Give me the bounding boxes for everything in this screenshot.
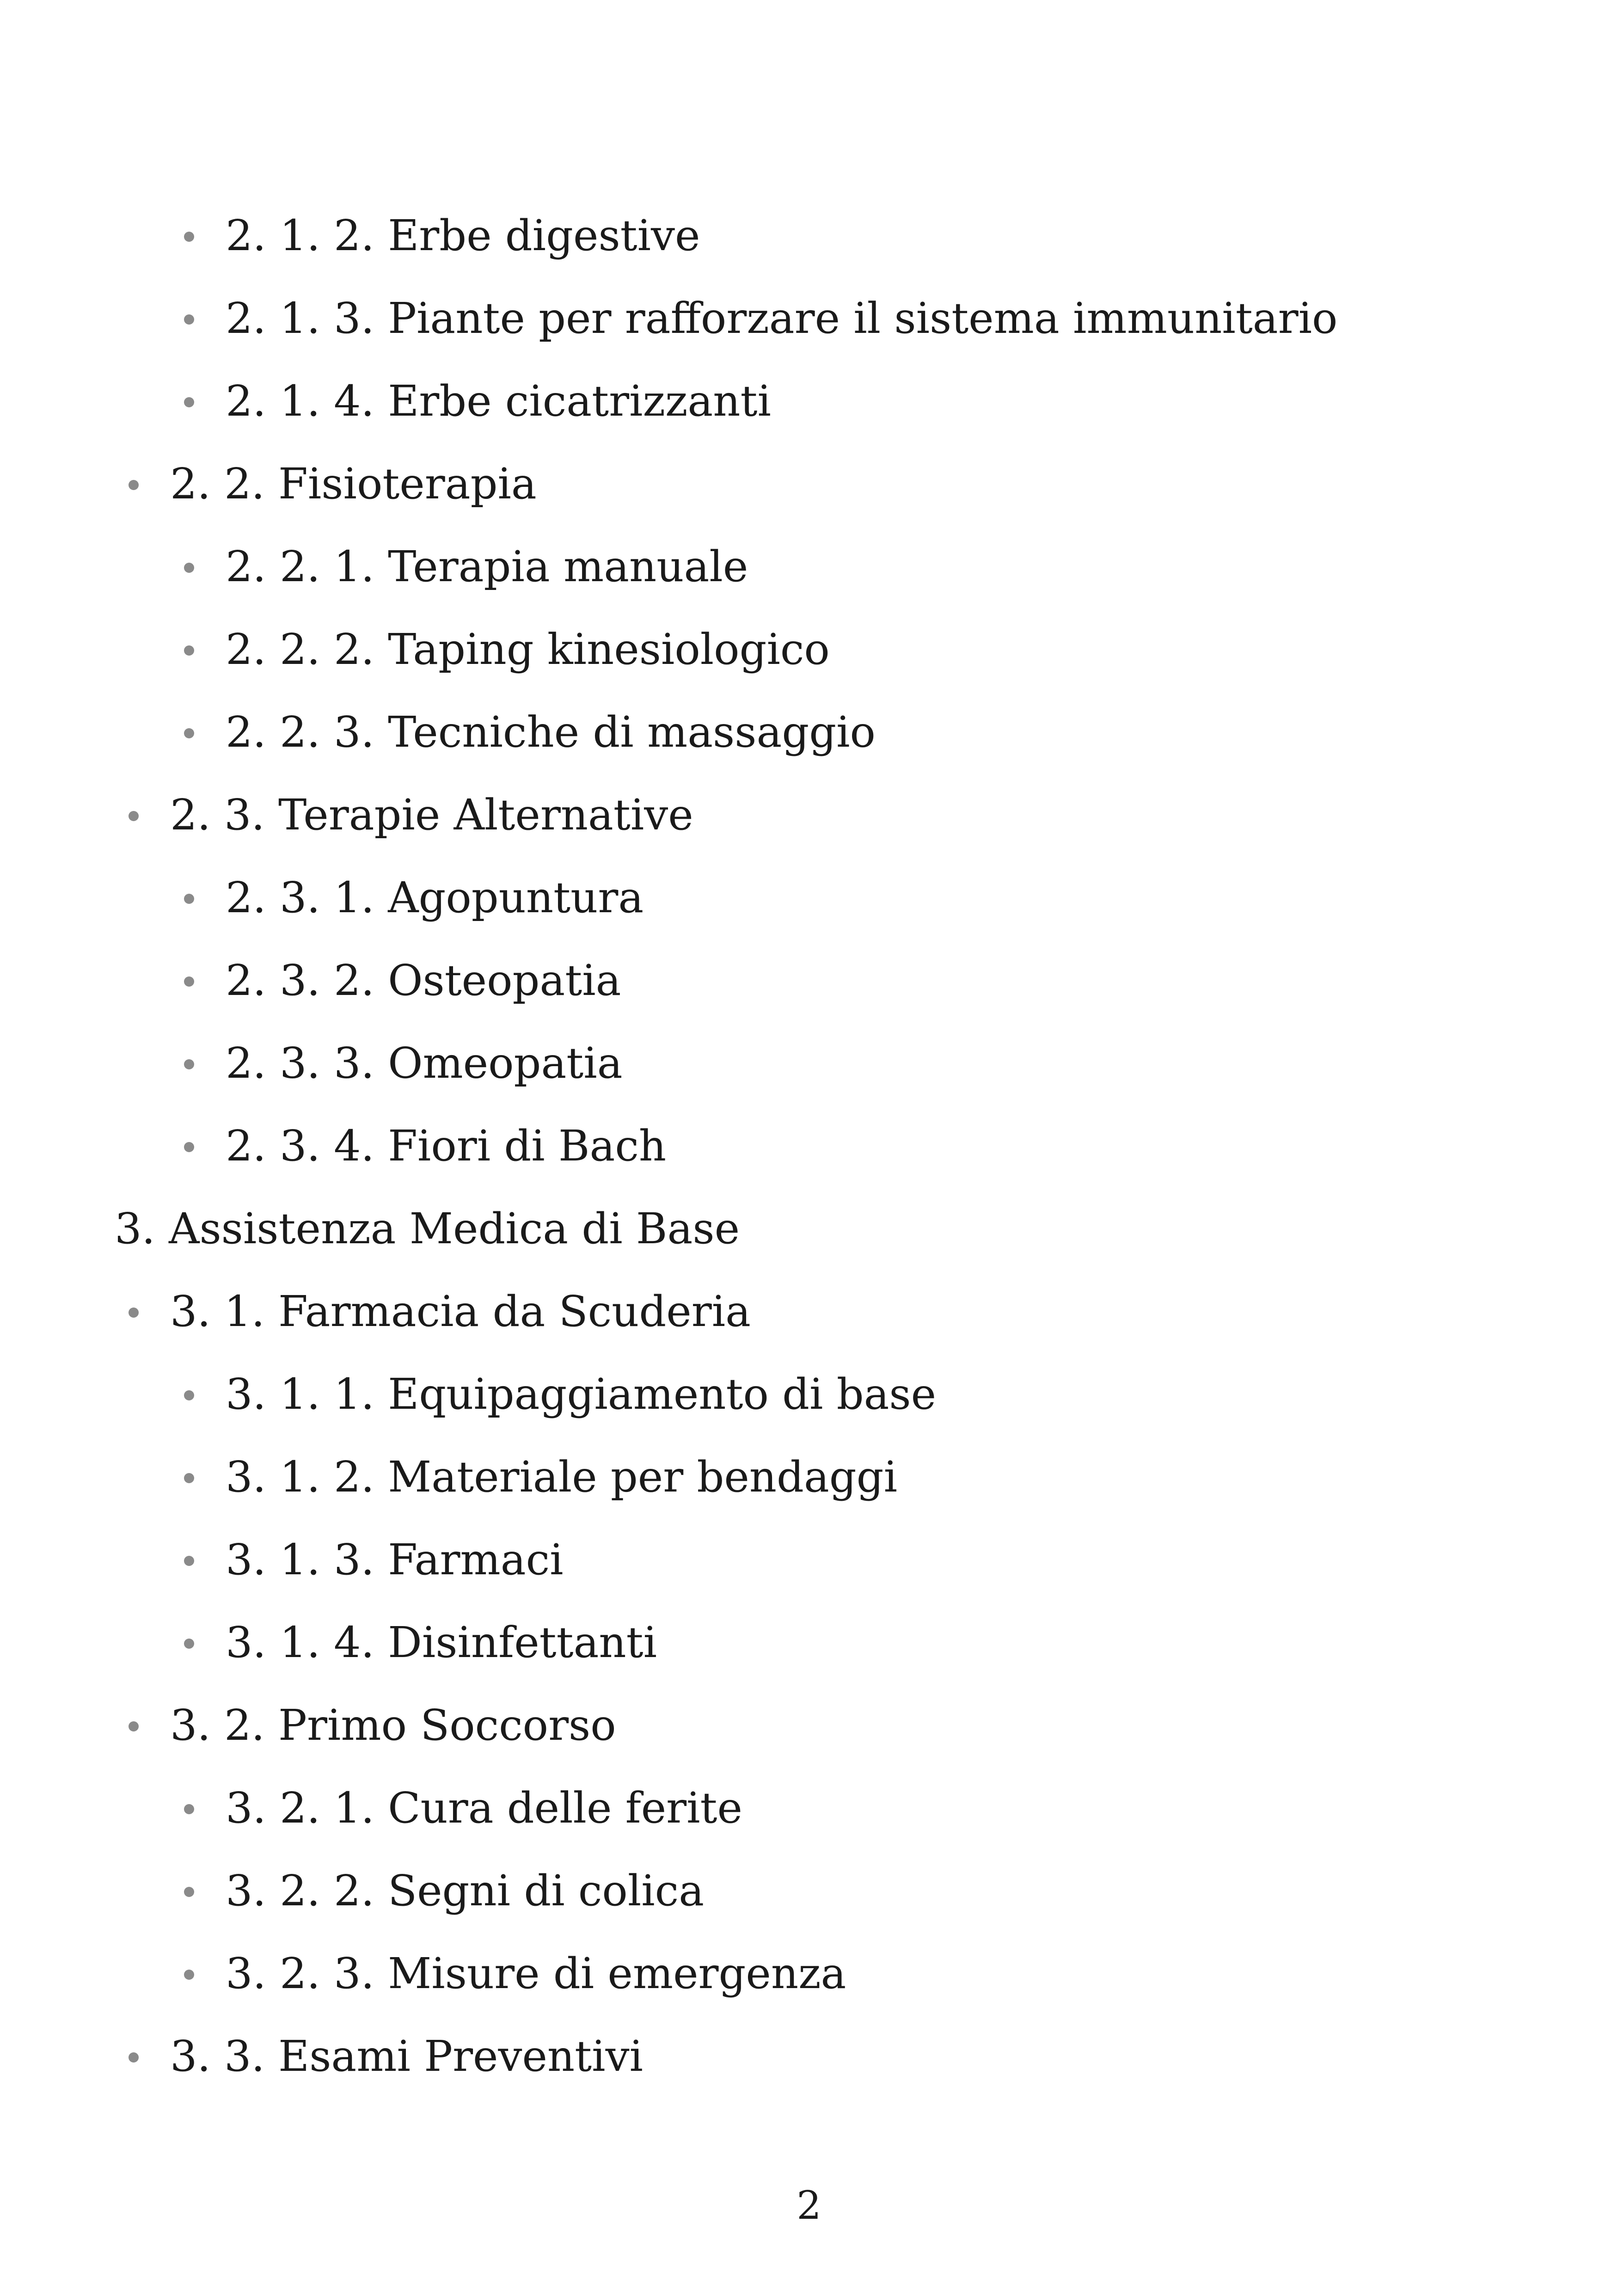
toc-entry-label: 2. 3. 3. Omeopatia	[226, 1038, 623, 1088]
toc-entry-label: 3. 2. Primo Soccorso	[170, 1701, 616, 1750]
toc-entry	[0, 360, 1618, 442]
toc-entry-label: 2. 2. 1. Terapia manuale	[226, 542, 748, 591]
toc-entry-label: 2. 3. Terapie Alternative	[170, 790, 693, 840]
toc-entry-label: 3. 2. 1. Cura delle ferite	[226, 1783, 742, 1833]
bullet-icon	[129, 2052, 139, 2063]
bullet-icon	[184, 1887, 194, 1897]
toc-entry-label: 3. 2. 2. Segni di colica	[226, 1866, 705, 1915]
bullet-icon	[184, 1970, 194, 1980]
toc-entry-label: 2. 2. Fisioterapia	[170, 459, 537, 509]
bullet-icon	[184, 314, 194, 325]
table-of-contents	[0, 194, 1618, 2098]
toc-chapter	[0, 1187, 1618, 1270]
bullet-icon	[184, 563, 194, 573]
toc-entry	[0, 1601, 1618, 1684]
bullet-icon	[129, 811, 139, 821]
toc-entry-label: 3. 1. 2. Materiale per bendaggi	[226, 1452, 897, 1502]
bullet-icon	[184, 976, 194, 987]
toc-entry-label: 2. 2. 2. Taping kinesiologico	[226, 625, 830, 674]
bullet-icon	[184, 1473, 194, 1483]
bullet-icon	[129, 480, 139, 490]
toc-entry	[0, 194, 1618, 277]
bullet-icon	[129, 1721, 139, 1731]
toc-entry	[0, 1767, 1618, 1849]
toc-entry	[0, 1684, 1618, 1767]
toc-entry-label: 2. 1. 3. Piante per rafforzare il sistema immunitario	[226, 294, 1338, 343]
bullet-icon	[184, 1142, 194, 1152]
bullet-icon	[184, 645, 194, 656]
page-number: 2	[797, 2183, 821, 2228]
bullet-icon	[184, 232, 194, 242]
toc-entry	[0, 1849, 1618, 1932]
toc-entry-label: 2. 3. 2. Osteopatia	[226, 956, 621, 1005]
bullet-icon	[129, 1308, 139, 1318]
toc-entry	[0, 691, 1618, 774]
toc-entry-label: 2. 3. 4. Fiori di Bach	[226, 1121, 667, 1171]
toc-entry-label: 3. 1. Farmacia da Scuderia	[170, 1287, 751, 1336]
toc-entry-label: 2. 2. 3. Tecniche di massaggio	[226, 707, 876, 757]
toc-entry	[0, 442, 1618, 525]
toc-entry-label: 2. 1. 4. Erbe cicatrizzanti	[226, 376, 771, 426]
toc-entry-label: 2. 1. 2. Erbe digestive	[226, 211, 700, 260]
bullet-icon	[184, 1639, 194, 1649]
toc-entry-label: 2. 3. 1. Agopuntura	[226, 873, 644, 922]
toc-entry	[0, 1105, 1618, 1187]
bullet-icon	[184, 894, 194, 904]
toc-entry	[0, 1022, 1618, 1105]
bullet-icon	[184, 728, 194, 738]
bullet-icon	[184, 1059, 194, 1069]
toc-entry-label: 3. 1. 4. Disinfettanti	[226, 1618, 657, 1667]
toc-entry	[0, 774, 1618, 856]
toc-entry-label: 3. 1. 3. Farmaci	[226, 1535, 564, 1584]
toc-entry	[0, 856, 1618, 939]
toc-entry	[0, 1932, 1618, 2015]
toc-entry-label: 3. 1. 1. Equipaggiamento di base	[226, 1369, 937, 1419]
toc-entry	[0, 2015, 1618, 2098]
toc-entry	[0, 525, 1618, 608]
bullet-icon	[184, 1390, 194, 1400]
toc-entry	[0, 1270, 1618, 1353]
toc-entry	[0, 1353, 1618, 1436]
toc-entry	[0, 608, 1618, 691]
toc-entry	[0, 1518, 1618, 1601]
toc-entry-label: 3. Assistenza Medica di Base	[115, 1204, 740, 1253]
bullet-icon	[184, 1556, 194, 1566]
bullet-icon	[184, 1804, 194, 1814]
toc-entry-label: 3. 2. 3. Misure di emergenza	[226, 1949, 846, 1998]
toc-entry	[0, 277, 1618, 360]
toc-entry	[0, 1436, 1618, 1518]
bullet-icon	[184, 397, 194, 407]
toc-entry	[0, 939, 1618, 1022]
toc-entry-label: 3. 3. Esami Preventivi	[170, 2032, 643, 2081]
